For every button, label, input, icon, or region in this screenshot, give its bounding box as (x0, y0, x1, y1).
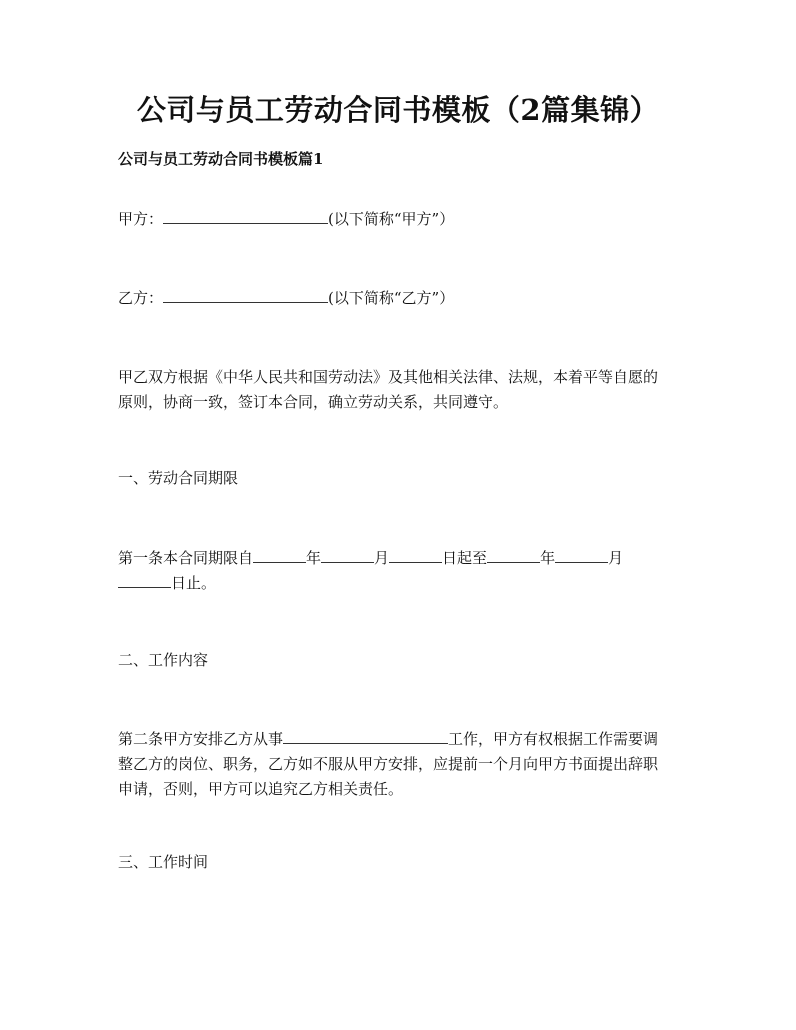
article-two-text: 第二条甲方安排乙方从事 (118, 730, 284, 748)
document-subtitle: 公司与员工劳动合同书模板篇1 (118, 150, 324, 168)
article-one-line (118, 571, 684, 596)
article-one-paragraph (118, 546, 684, 596)
year-label: 年 (540, 549, 556, 567)
party-b-name-blank (163, 287, 328, 303)
party-b-label: 乙方： (118, 289, 164, 307)
preamble-line: 甲乙双方根据《中华人民共和国劳动法》及其他相关法律、法规，本着平等自愿的 (118, 368, 659, 386)
article-two-paragraph (118, 727, 684, 802)
party-b-suffix: (以下简称“乙方”） (328, 289, 455, 307)
party-a-label: 甲方： (118, 210, 164, 228)
article-one-text: 第一条本合同期限自 (118, 549, 254, 567)
preamble-paragraph (118, 365, 684, 415)
party-a-line (118, 207, 684, 232)
article-two-line: 整乙方的岗位、职务，乙方如不服从甲方安排，应提前一个月向甲方书面提出辞职 (118, 755, 659, 773)
party-a-name-blank (163, 208, 328, 224)
end-day-blank (118, 572, 171, 588)
start-day-blank (389, 547, 442, 563)
start-month-blank (321, 547, 374, 563)
section-heading-term: 一、劳动合同期限 (118, 469, 239, 487)
article-two-line (118, 727, 684, 752)
article-two-line: 申请，否则，甲方可以追究乙方相关责任。 (118, 780, 404, 798)
section-heading-work-hours: 三、工作时间 (118, 853, 209, 871)
month-label: 月 (608, 549, 624, 567)
end-year-blank (487, 547, 540, 563)
day-from-label: 日起至 (442, 549, 488, 567)
day-to-label: 日止。 (171, 574, 217, 592)
month-label: 月 (374, 549, 390, 567)
end-month-blank (555, 547, 608, 563)
job-blank (283, 728, 448, 744)
party-b-line (118, 286, 684, 311)
article-one-line (118, 546, 684, 571)
section-heading-work-content: 二、工作内容 (118, 651, 209, 669)
start-year-blank (253, 547, 306, 563)
year-label: 年 (306, 549, 322, 567)
preamble-line: 原则，协商一致，签订本合同，确立劳动关系，共同遵守。 (118, 393, 509, 411)
document-title: 公司与员工劳动合同书模板（2篇集锦） (136, 93, 660, 127)
party-a-suffix: (以下简称“甲方”） (328, 210, 455, 228)
article-two-text: 工作，甲方有权根据工作需要调 (448, 730, 659, 748)
